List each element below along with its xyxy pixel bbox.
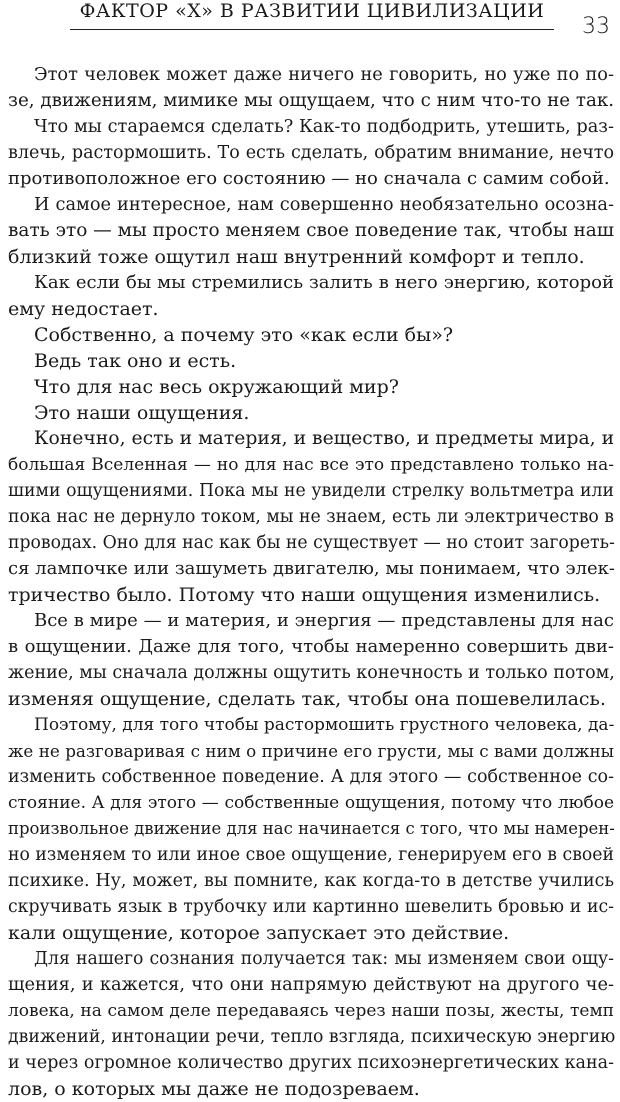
text-line: кали ощущение, которое запускает это действие.: [8, 922, 510, 944]
text-line: психике. Ну, может, вы помните, как когда-то в детстве учились: [8, 871, 614, 891]
text-line: изменить собственное поведение. А для этого — собственное со-: [8, 767, 614, 787]
text-line: проводах. Оно для нас как бы не существует — но стоит загореть-: [8, 533, 615, 553]
text-line: ему недостает.: [8, 298, 159, 320]
text-line: стояние. А для этого — собственные ощущения, потому что любое: [8, 793, 614, 813]
text-line: Как если бы мы стремились залить в него энергию, которой: [34, 272, 614, 293]
text-line: близкий тоже ощутил наш внутренний комфорт и тепло.: [8, 246, 585, 268]
body-text: [8, 62, 614, 1102]
text-line: противоположное его состоянию — но сначала с самим собой.: [8, 168, 610, 189]
text-line: Для нашего сознания получается так: мы изменяем свои ощу-: [34, 949, 614, 969]
text-line: Этот человек может даже ничего не говорить, но уже по по-: [34, 65, 614, 85]
text-line: пока нас не дернуло током, мы не знаем, есть ли электричество в: [8, 507, 614, 527]
page-number: 33: [582, 14, 610, 39]
text-line: вать это — мы просто меняем свое поведение так, чтобы наш: [8, 220, 615, 241]
header-rule: [70, 29, 554, 30]
text-line: и через огромное количество других психоэнергетических кана-: [8, 1053, 614, 1073]
running-header: ФАКТОР «Х» В РАЗВИТИИ ЦИВИЛИЗАЦИИ: [79, 0, 545, 22]
text-line: Ведь так оно и есть.: [34, 350, 237, 372]
text-line: зе, движениям, мимике мы ощущаем, что с ним что-то не так.: [8, 90, 615, 111]
text-line: лов, о которых мы даже не подозреваем.: [8, 1078, 420, 1100]
text-line: И самое интересное, нам совершенно необязательно осозна-: [34, 195, 614, 215]
text-line: Все в мире — и материя, и энергия — представлены для нас: [34, 610, 614, 631]
text-line: Это наши ощущения.: [34, 402, 250, 424]
text-line: тричество было. Потому что наши ощущения изменились.: [8, 584, 601, 606]
text-line: ловека, на самом деле передаваясь через наши позы, жесты, темп: [8, 1001, 614, 1021]
text-line: Поэтому, для того чтобы растормошить грустного человека, да-: [34, 715, 615, 735]
text-line: влечь, растормошить. То есть сделать, обратим внимание, нечто: [8, 143, 614, 163]
text-line: большая Вселенная — но для нас все это представлено только на-: [8, 455, 614, 475]
text-line: в ощущении. Даже для того, чтобы намеренно совершить дви-: [8, 636, 614, 657]
text-line: Что для нас весь окружающий мир?: [34, 376, 399, 398]
text-line: Собственно, а почему это «как если бы»?: [34, 324, 454, 346]
text-line: Что мы стараемся сделать? Как-то подбодрить, утешить, раз-: [34, 117, 614, 137]
text-line: щения, и кажется, что они напрямую действуют на другого че-: [8, 975, 614, 995]
text-line: Конечно, есть и материя, и вещество, и предметы мира, и: [34, 428, 615, 449]
text-line: скручивать язык в трубочку или картинно шевелить бровью и ис-: [8, 897, 614, 917]
text-line: же не разговаривая с ним о причине его грусти, мы с вами должны: [8, 741, 614, 761]
text-line: но изменяем то или иное свое ощущение, генерируем его в своей: [8, 845, 614, 865]
text-line: изменяя ощущение, сделать так, чтобы она пошевелилась.: [8, 688, 606, 710]
text-line: шими ощущениями. Пока мы не увидели стрелку вольтметра или: [8, 481, 614, 501]
text-line: движений, интонации речи, тепло взгляда, психическую энергию: [8, 1027, 616, 1047]
text-line: произвольное движение для нас начинается с того, что мы намерен-: [8, 819, 615, 838]
text-line: ся лампочке или зашуметь двигателю, мы понимаем, что элек-: [8, 558, 615, 579]
text-line: жение, мы сначала должны ощутить конечность и только потом,: [8, 663, 615, 683]
